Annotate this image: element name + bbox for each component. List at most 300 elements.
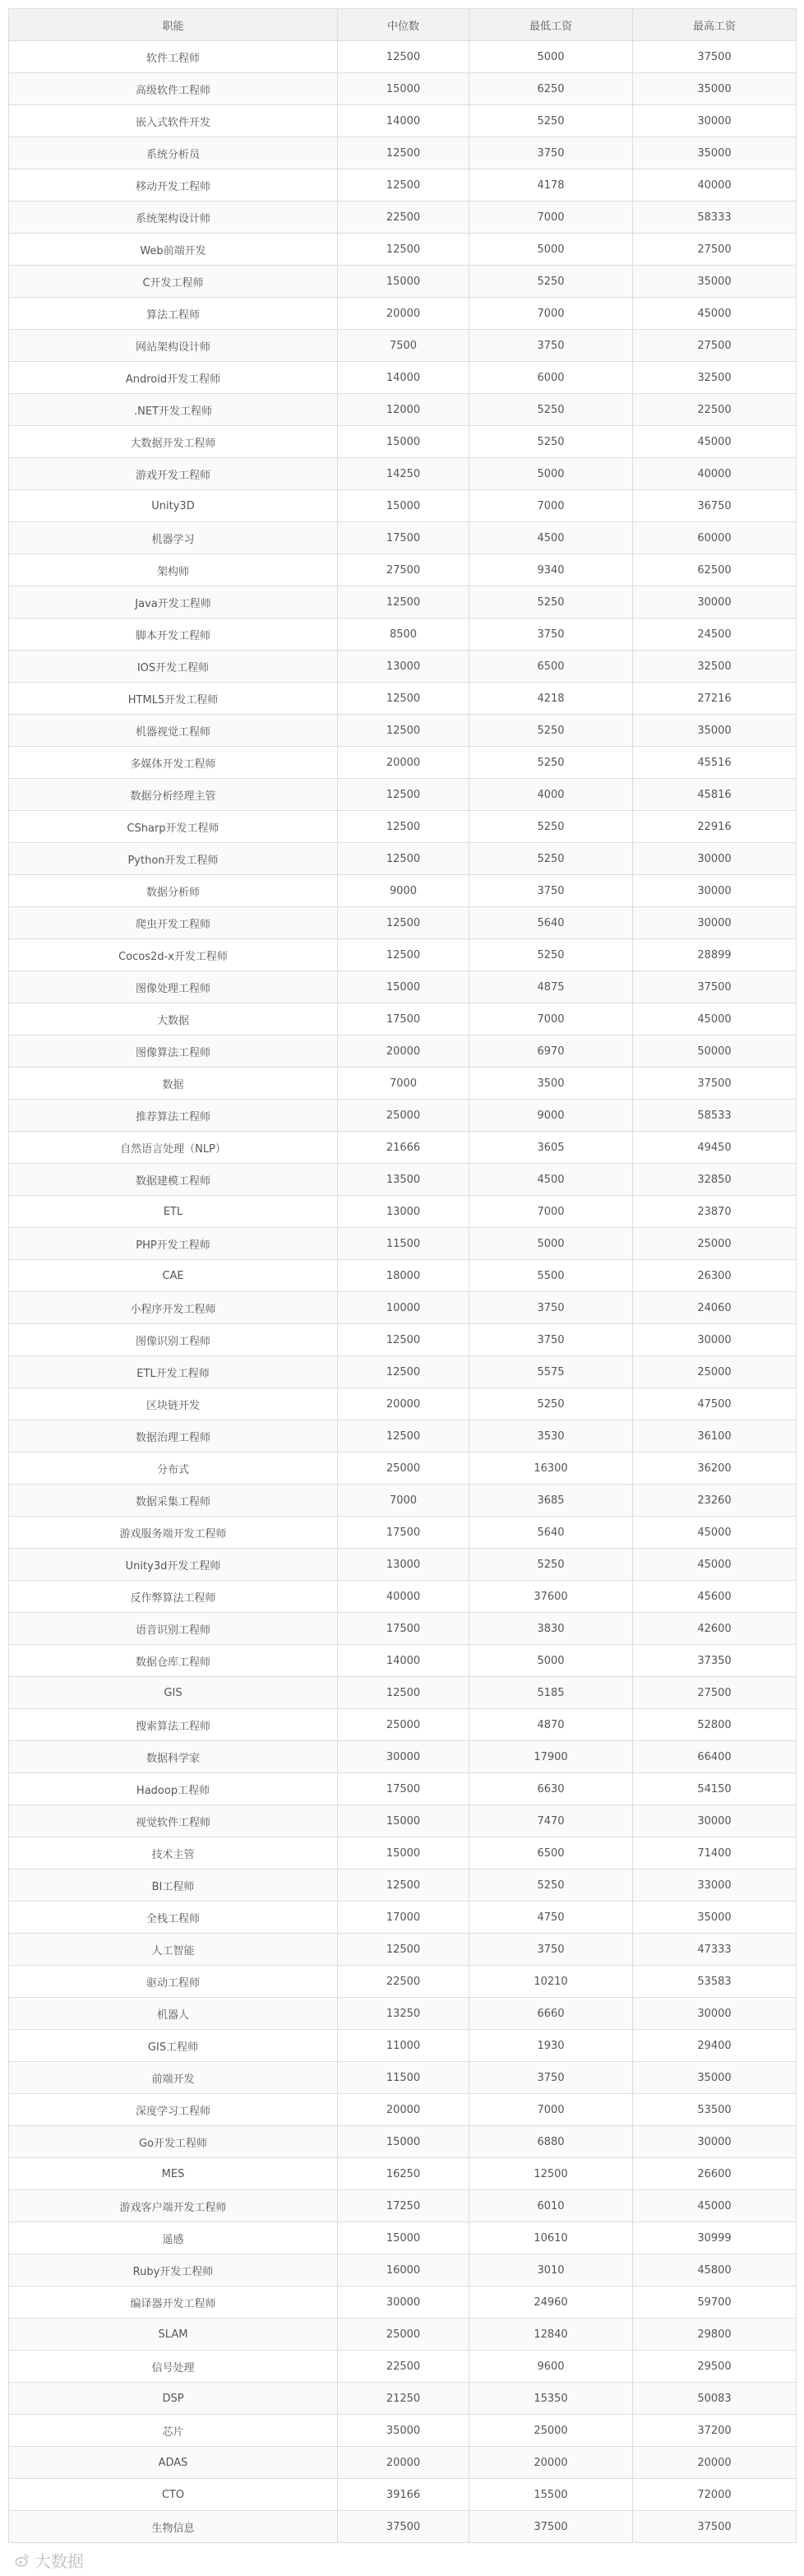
cell-role: Web前端开发: [9, 234, 338, 266]
cell-min-salary: 4870: [469, 1709, 633, 1741]
cell-median: 14000: [338, 105, 469, 137]
table-row: [9, 426, 797, 458]
cell-max-salary: 40000: [633, 458, 797, 490]
cell-median: 12000: [338, 394, 469, 426]
cell-role: Android开发工程师: [9, 362, 338, 394]
cell-min-salary: 3530: [469, 1420, 633, 1452]
table-row: [9, 1517, 797, 1549]
cell-max-salary: 36100: [633, 1420, 797, 1452]
cell-max-salary: 36200: [633, 1452, 797, 1485]
table-row: [9, 2383, 797, 2415]
cell-min-salary: 5000: [469, 1645, 633, 1677]
cell-max-salary: 24500: [633, 619, 797, 651]
cell-role: CTO: [9, 2479, 338, 2511]
cell-max-salary: 27216: [633, 683, 797, 715]
cell-median: 37500: [338, 2511, 469, 2543]
cell-role: 遥感: [9, 2222, 338, 2254]
table-row: [9, 1613, 797, 1645]
cell-max-salary: 50000: [633, 1035, 797, 1068]
cell-role: 网站架构设计师: [9, 330, 338, 362]
cell-role: GIS: [9, 1677, 338, 1709]
cell-role: 算法工程师: [9, 298, 338, 330]
cell-role: C开发工程师: [9, 266, 338, 298]
header-min-salary: 最低工资: [469, 9, 633, 41]
cell-max-salary: 37200: [633, 2415, 797, 2447]
table-row: [9, 1837, 797, 1869]
cell-median: 22500: [338, 202, 469, 234]
cell-median: 12500: [338, 169, 469, 202]
table-row: [9, 939, 797, 971]
table-row: [9, 1324, 797, 1356]
watermark-text: 大数据: [35, 2551, 84, 2571]
table-row: [9, 1164, 797, 1196]
table-row: [9, 1452, 797, 1485]
cell-max-salary: 47500: [633, 1388, 797, 1420]
cell-role: 驱动工程师: [9, 1966, 338, 1998]
table-row: [9, 1420, 797, 1452]
cell-median: 13000: [338, 1196, 469, 1228]
cell-median: 12500: [338, 1420, 469, 1452]
cell-max-salary: 23870: [633, 1196, 797, 1228]
cell-median: 25000: [338, 2319, 469, 2351]
header-median: 中位数: [338, 9, 469, 41]
table-row: [9, 105, 797, 137]
cell-min-salary: 37500: [469, 2511, 633, 2543]
cell-median: 25000: [338, 1709, 469, 1741]
cell-min-salary: 6000: [469, 362, 633, 394]
table-row: [9, 971, 797, 1003]
cell-min-salary: 4218: [469, 683, 633, 715]
cell-role: Unity3d开发工程师: [9, 1549, 338, 1581]
cell-median: 20000: [338, 1388, 469, 1420]
cell-max-salary: 29800: [633, 2319, 797, 2351]
cell-max-salary: 30000: [633, 843, 797, 875]
cell-role: 语音识别工程师: [9, 1613, 338, 1645]
cell-max-salary: 37500: [633, 1068, 797, 1100]
cell-role: 区块链开发: [9, 1388, 338, 1420]
cell-role: 全栈工程师: [9, 1902, 338, 1934]
cell-max-salary: 58333: [633, 202, 797, 234]
table-row: [9, 1805, 797, 1837]
cell-median: 17250: [338, 2190, 469, 2222]
table-row: [9, 843, 797, 875]
cell-median: 17500: [338, 1613, 469, 1645]
cell-median: 14000: [338, 362, 469, 394]
cell-min-salary: 6970: [469, 1035, 633, 1068]
cell-min-salary: 4500: [469, 522, 633, 554]
cell-max-salary: 62500: [633, 554, 797, 586]
cell-role: 高级软件工程师: [9, 73, 338, 105]
header-max-salary: 最高工资: [633, 9, 797, 41]
cell-role: 自然语言处理（NLP）: [9, 1132, 338, 1164]
table-row: [9, 522, 797, 554]
cell-min-salary: 7000: [469, 2094, 633, 2126]
cell-role: IOS开发工程师: [9, 651, 338, 683]
cell-role: Python开发工程师: [9, 843, 338, 875]
cell-median: 22500: [338, 1966, 469, 1998]
table-row: [9, 586, 797, 619]
salary-table: [8, 8, 797, 2543]
cell-role: 机器学习: [9, 522, 338, 554]
table-row: [9, 1196, 797, 1228]
cell-role: 嵌入式软件开发: [9, 105, 338, 137]
cell-role: BI工程师: [9, 1869, 338, 1902]
cell-min-salary: 20000: [469, 2447, 633, 2479]
cell-min-salary: 5000: [469, 41, 633, 73]
cell-min-salary: 5185: [469, 1677, 633, 1709]
cell-median: 25000: [338, 1452, 469, 1485]
cell-max-salary: 35000: [633, 137, 797, 169]
cell-min-salary: 1930: [469, 2030, 633, 2062]
table-row: [9, 1003, 797, 1035]
cell-min-salary: 7000: [469, 202, 633, 234]
cell-max-salary: 58533: [633, 1100, 797, 1132]
table-row: [9, 458, 797, 490]
cell-max-salary: 45816: [633, 779, 797, 811]
table-row: [9, 907, 797, 939]
cell-role: 架构师: [9, 554, 338, 586]
cell-min-salary: 5250: [469, 747, 633, 779]
cell-max-salary: 45000: [633, 1517, 797, 1549]
cell-role: Cocos2d-x开发工程师: [9, 939, 338, 971]
cell-role: CSharp开发工程师: [9, 811, 338, 843]
cell-max-salary: 45000: [633, 1003, 797, 1035]
table-row: [9, 1035, 797, 1068]
cell-role: 数据仓库工程师: [9, 1645, 338, 1677]
cell-max-salary: 45516: [633, 747, 797, 779]
cell-max-salary: 37500: [633, 41, 797, 73]
cell-min-salary: 3500: [469, 1068, 633, 1100]
cell-role: 移动开发工程师: [9, 169, 338, 202]
cell-max-salary: 72000: [633, 2479, 797, 2511]
cell-role: 游戏开发工程师: [9, 458, 338, 490]
cell-role: 推荐算法工程师: [9, 1100, 338, 1132]
cell-min-salary: 12840: [469, 2319, 633, 2351]
table-header: [9, 9, 797, 41]
cell-role: Unity3D: [9, 490, 338, 522]
cell-min-salary: 9600: [469, 2351, 633, 2383]
cell-min-salary: 5250: [469, 426, 633, 458]
cell-role: 数据科学家: [9, 1741, 338, 1773]
table-row: [9, 875, 797, 907]
cell-role: 生物信息: [9, 2511, 338, 2543]
cell-min-salary: 5250: [469, 394, 633, 426]
cell-median: 15000: [338, 1805, 469, 1837]
cell-max-salary: 33000: [633, 1869, 797, 1902]
cell-role: 数据建模工程师: [9, 1164, 338, 1196]
cell-min-salary: 3750: [469, 330, 633, 362]
table-row: [9, 1934, 797, 1966]
table-row: [9, 1998, 797, 2030]
cell-median: 12500: [338, 41, 469, 73]
cell-median: 9000: [338, 875, 469, 907]
cell-median: 15000: [338, 266, 469, 298]
cell-min-salary: 6500: [469, 651, 633, 683]
cell-role: 芯片: [9, 2415, 338, 2447]
cell-max-salary: 37500: [633, 2511, 797, 2543]
cell-max-salary: 37500: [633, 971, 797, 1003]
cell-role: .NET开发工程师: [9, 394, 338, 426]
cell-role: 数据: [9, 1068, 338, 1100]
table-row: [9, 2030, 797, 2062]
cell-median: 10000: [338, 1292, 469, 1324]
cell-role: 图像识别工程师: [9, 1324, 338, 1356]
cell-max-salary: 45000: [633, 1549, 797, 1581]
cell-min-salary: 5500: [469, 1260, 633, 1292]
cell-min-salary: 5250: [469, 715, 633, 747]
table-row: [9, 1549, 797, 1581]
cell-role: 数据采集工程师: [9, 1485, 338, 1517]
cell-max-salary: 30000: [633, 875, 797, 907]
cell-role: 爬虫开发工程师: [9, 907, 338, 939]
cell-min-salary: 6630: [469, 1773, 633, 1805]
cell-median: 12500: [338, 1356, 469, 1388]
cell-min-salary: 5000: [469, 458, 633, 490]
cell-max-salary: 30000: [633, 1324, 797, 1356]
cell-median: 22500: [338, 2351, 469, 2383]
cell-min-salary: 7000: [469, 1196, 633, 1228]
cell-role: Ruby开发工程师: [9, 2254, 338, 2286]
cell-median: 17000: [338, 1902, 469, 1934]
table-row: [9, 1100, 797, 1132]
cell-median: 11000: [338, 2030, 469, 2062]
table-row: [9, 2511, 797, 2543]
cell-median: 30000: [338, 1741, 469, 1773]
cell-median: 15000: [338, 426, 469, 458]
table-row: [9, 2222, 797, 2254]
cell-role: HTML5开发工程师: [9, 683, 338, 715]
cell-max-salary: 27500: [633, 1677, 797, 1709]
cell-max-salary: 47333: [633, 1934, 797, 1966]
cell-role: Go开发工程师: [9, 2126, 338, 2158]
cell-role: 系统分析员: [9, 137, 338, 169]
cell-min-salary: 5640: [469, 1517, 633, 1549]
cell-median: 15000: [338, 2126, 469, 2158]
table-row: [9, 1581, 797, 1613]
cell-min-salary: 5250: [469, 843, 633, 875]
header-row: [9, 9, 797, 41]
cell-min-salary: 4875: [469, 971, 633, 1003]
table-row: [9, 2254, 797, 2286]
cell-max-salary: 29400: [633, 2030, 797, 2062]
table-row: [9, 2447, 797, 2479]
cell-max-salary: 66400: [633, 1741, 797, 1773]
cell-max-salary: 32850: [633, 1164, 797, 1196]
cell-max-salary: 45000: [633, 426, 797, 458]
table-row: [9, 2158, 797, 2190]
cell-role: 编译器开发工程师: [9, 2286, 338, 2319]
cell-role: 系统架构设计师: [9, 202, 338, 234]
cell-role: 游戏服务端开发工程师: [9, 1517, 338, 1549]
cell-min-salary: 4178: [469, 169, 633, 202]
cell-max-salary: 42600: [633, 1613, 797, 1645]
table-row: [9, 2351, 797, 2383]
cell-role: 搜索算法工程师: [9, 1709, 338, 1741]
cell-median: 15000: [338, 2222, 469, 2254]
cell-role: 机器视觉工程师: [9, 715, 338, 747]
cell-max-salary: 27500: [633, 330, 797, 362]
cell-median: 20000: [338, 747, 469, 779]
cell-min-salary: 5250: [469, 1869, 633, 1902]
cell-min-salary: 5000: [469, 234, 633, 266]
cell-min-salary: 5250: [469, 266, 633, 298]
cell-median: 16000: [338, 2254, 469, 2286]
cell-max-salary: 50083: [633, 2383, 797, 2415]
cell-max-salary: 71400: [633, 1837, 797, 1869]
cell-min-salary: 24960: [469, 2286, 633, 2319]
cell-median: 12500: [338, 939, 469, 971]
cell-min-salary: 12500: [469, 2158, 633, 2190]
cell-median: 25000: [338, 1100, 469, 1132]
cell-role: CAE: [9, 1260, 338, 1292]
cell-median: 15000: [338, 1837, 469, 1869]
cell-min-salary: 7000: [469, 298, 633, 330]
table-row: [9, 2319, 797, 2351]
table-row: [9, 266, 797, 298]
table-row: [9, 234, 797, 266]
cell-max-salary: 35000: [633, 266, 797, 298]
cell-min-salary: 3750: [469, 619, 633, 651]
cell-max-salary: 30000: [633, 907, 797, 939]
cell-median: 12500: [338, 843, 469, 875]
cell-min-salary: 7000: [469, 490, 633, 522]
table-row: [9, 362, 797, 394]
cell-min-salary: 10610: [469, 2222, 633, 2254]
cell-max-salary: 35000: [633, 1902, 797, 1934]
cell-role: 图像处理工程师: [9, 971, 338, 1003]
cell-median: 39166: [338, 2479, 469, 2511]
table-row: [9, 779, 797, 811]
cell-max-salary: 22500: [633, 394, 797, 426]
table-row: [9, 41, 797, 73]
table-row: [9, 1388, 797, 1420]
cell-role: GIS工程师: [9, 2030, 338, 2062]
cell-median: 21666: [338, 1132, 469, 1164]
table-row: [9, 2190, 797, 2222]
table-row: [9, 1485, 797, 1517]
table-row: [9, 73, 797, 105]
table-row: [9, 2415, 797, 2447]
cell-max-salary: 60000: [633, 522, 797, 554]
cell-median: 17500: [338, 522, 469, 554]
table-row: [9, 715, 797, 747]
cell-max-salary: 26600: [633, 2158, 797, 2190]
cell-min-salary: 6880: [469, 2126, 633, 2158]
cell-min-salary: 3830: [469, 1613, 633, 1645]
cell-median: 12500: [338, 715, 469, 747]
cell-min-salary: 3750: [469, 1934, 633, 1966]
table-row: [9, 490, 797, 522]
cell-median: 12500: [338, 137, 469, 169]
table-row: [9, 811, 797, 843]
cell-min-salary: 4500: [469, 1164, 633, 1196]
cell-max-salary: 35000: [633, 715, 797, 747]
cell-role: 数据分析经理主管: [9, 779, 338, 811]
cell-median: 7500: [338, 330, 469, 362]
table-row: [9, 1132, 797, 1164]
cell-role: 前端开发: [9, 2062, 338, 2094]
table-row: [9, 683, 797, 715]
cell-min-salary: 5575: [469, 1356, 633, 1388]
table-row: [9, 2062, 797, 2094]
table-row: [9, 298, 797, 330]
cell-max-salary: 45600: [633, 1581, 797, 1613]
table-row: [9, 330, 797, 362]
cell-max-salary: 25000: [633, 1228, 797, 1260]
cell-max-salary: 24060: [633, 1292, 797, 1324]
cell-max-salary: 26300: [633, 1260, 797, 1292]
cell-min-salary: 3750: [469, 1292, 633, 1324]
cell-role: 大数据: [9, 1003, 338, 1035]
cell-max-salary: 20000: [633, 2447, 797, 2479]
cell-median: 21250: [338, 2383, 469, 2415]
table-body: [9, 41, 797, 2543]
cell-min-salary: 9340: [469, 554, 633, 586]
table-row: [9, 747, 797, 779]
cell-median: 12500: [338, 1869, 469, 1902]
cell-min-salary: 7470: [469, 1805, 633, 1837]
table-row: [9, 1677, 797, 1709]
cell-max-salary: 35000: [633, 2062, 797, 2094]
cell-median: 14000: [338, 1645, 469, 1677]
cell-max-salary: 23260: [633, 1485, 797, 1517]
cell-median: 18000: [338, 1260, 469, 1292]
cell-role: 游戏客户端开发工程师: [9, 2190, 338, 2222]
cell-min-salary: 3750: [469, 2062, 633, 2094]
table-row: [9, 202, 797, 234]
cell-median: 17500: [338, 1003, 469, 1035]
cell-role: 技术主管: [9, 1837, 338, 1869]
cell-role: 软件工程师: [9, 41, 338, 73]
cell-min-salary: 10210: [469, 1966, 633, 1998]
table-row: [9, 394, 797, 426]
cell-role: 视觉软件工程师: [9, 1805, 338, 1837]
cell-max-salary: 27500: [633, 234, 797, 266]
cell-min-salary: 4000: [469, 779, 633, 811]
cell-role: 信号处理: [9, 2351, 338, 2383]
cell-max-salary: 45000: [633, 298, 797, 330]
cell-role: 深度学习工程师: [9, 2094, 338, 2126]
cell-max-salary: 29500: [633, 2351, 797, 2383]
cell-max-salary: 30999: [633, 2222, 797, 2254]
cell-min-salary: 5000: [469, 1228, 633, 1260]
cell-min-salary: 5250: [469, 939, 633, 971]
cell-role: 图像算法工程师: [9, 1035, 338, 1068]
cell-role: 数据治理工程师: [9, 1420, 338, 1452]
cell-min-salary: 5250: [469, 1549, 633, 1581]
cell-median: 20000: [338, 1035, 469, 1068]
cell-role: 脚本开发工程师: [9, 619, 338, 651]
table-row: [9, 137, 797, 169]
cell-median: 40000: [338, 1581, 469, 1613]
cell-role: MES: [9, 2158, 338, 2190]
table-row: [9, 1869, 797, 1902]
cell-median: 12500: [338, 586, 469, 619]
cell-max-salary: 30000: [633, 2126, 797, 2158]
cell-min-salary: 15350: [469, 2383, 633, 2415]
cell-role: 多媒体开发工程师: [9, 747, 338, 779]
table-row: [9, 651, 797, 683]
cell-min-salary: 16300: [469, 1452, 633, 1485]
cell-role: ADAS: [9, 2447, 338, 2479]
table-row: [9, 1645, 797, 1677]
cell-median: 14250: [338, 458, 469, 490]
cell-max-salary: 25000: [633, 1356, 797, 1388]
table-row: [9, 2094, 797, 2126]
cell-max-salary: 54150: [633, 1773, 797, 1805]
cell-median: 12500: [338, 811, 469, 843]
cell-role: 分布式: [9, 1452, 338, 1485]
